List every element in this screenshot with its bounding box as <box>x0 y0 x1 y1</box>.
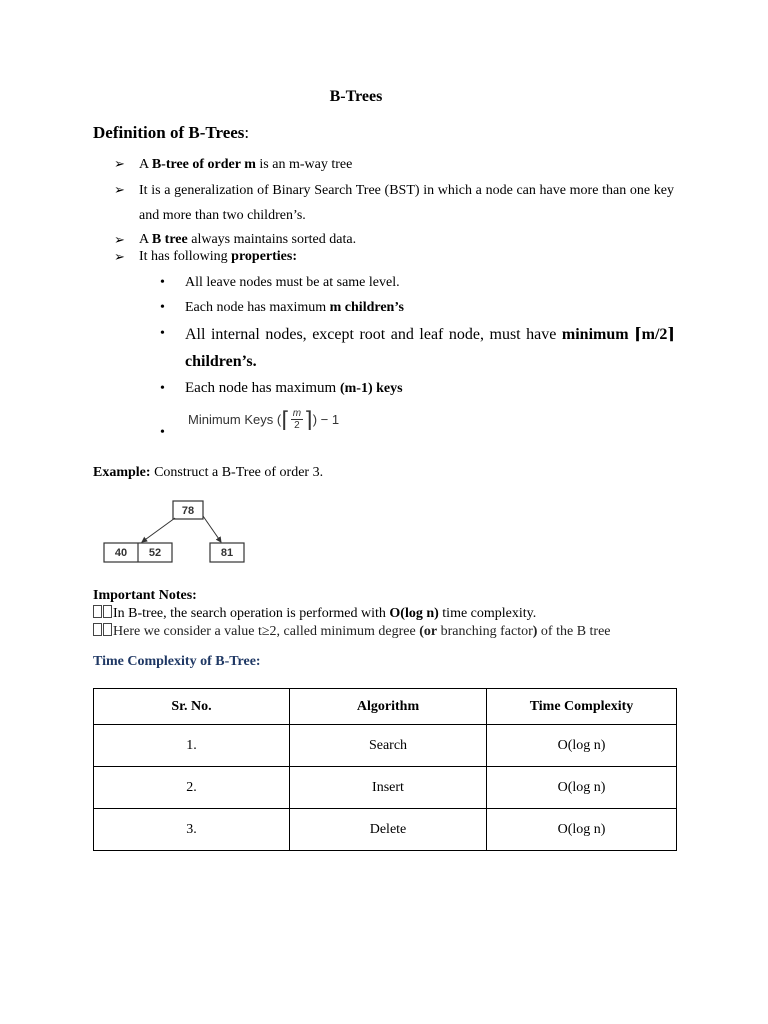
dot-bullet-icon: • <box>160 326 165 341</box>
property-leaf-level: All leave nodes must be at same level. <box>185 275 400 290</box>
property-max-children <box>185 300 404 316</box>
definition-heading <box>93 123 249 143</box>
note-search <box>93 605 536 622</box>
table-header-row <box>94 689 677 725</box>
header-sr-no: Sr. No. <box>94 689 290 725</box>
note-bold: ) <box>532 624 538 639</box>
root-key: 78 <box>181 505 195 517</box>
missing-glyph-icon <box>93 623 102 636</box>
complexity-heading: Time Complexity of B-Tree: <box>93 654 261 669</box>
property-min-children <box>185 321 675 375</box>
dot-bullet-icon: • <box>160 300 165 315</box>
note-text: In B-tree, the search operation is performed with <box>113 606 390 621</box>
property-text: Each node has maximum <box>185 380 340 396</box>
complexity-table <box>93 688 677 851</box>
left-edge <box>142 518 175 542</box>
bullet-sorted-data <box>139 232 356 248</box>
header-algorithm: Algorithm <box>290 689 487 725</box>
bullet-text: A <box>139 232 152 247</box>
cell-sr-no: 1. <box>94 725 290 767</box>
definition-heading-colon: : <box>244 123 250 142</box>
property-text: Each node has maximum <box>185 300 330 315</box>
arrow-bullet-icon: ➢ <box>114 233 125 248</box>
bullet-text: always maintains sorted data. <box>187 232 357 247</box>
property-bold: (m-1) keys <box>339 381 403 396</box>
arrow-bullet-icon: ➢ <box>114 183 125 198</box>
note-text: of the B tree <box>537 624 611 639</box>
cell-complexity: O(log n) <box>487 725 677 767</box>
note-text: branching factor <box>437 624 533 639</box>
formula-label: Minimum Keys ( <box>188 412 282 427</box>
right-edge <box>203 516 221 542</box>
formula-fraction <box>291 408 303 431</box>
arrow-bullet-icon: ➢ <box>114 250 125 265</box>
note-text: time complexity. <box>438 606 537 621</box>
property-text: All internal nodes, except root and leaf node, must have <box>185 326 562 343</box>
right-key: 81 <box>220 547 234 559</box>
note-text: Here we consider a value t≥2, called minimum degree <box>113 624 420 639</box>
cell-sr-no: 2. <box>94 767 290 809</box>
ceil-left: ⌈ <box>281 406 290 432</box>
ceil-right: ⌉ <box>304 406 313 432</box>
formula-numerator: m <box>292 408 302 419</box>
bullet-properties <box>139 249 297 265</box>
formula-tail: ) − 1 <box>312 412 340 427</box>
bullet-bold: B-tree of order m <box>151 157 256 172</box>
bullet-bold: B tree <box>151 232 188 247</box>
table-row <box>94 725 677 767</box>
dot-bullet-icon: • <box>160 275 165 290</box>
cell-complexity: O(log n) <box>487 809 677 851</box>
table-row <box>94 767 677 809</box>
left-key-2: 52 <box>148 547 162 559</box>
table-row <box>94 809 677 851</box>
property-bold: minimum ⌈m/2⌉ children’s. <box>185 326 675 370</box>
btree-diagram <box>100 498 260 568</box>
cell-complexity: O(log n) <box>487 767 677 809</box>
property-max-keys <box>185 380 403 397</box>
example-text: Construct a B-Tree of order 3. <box>150 465 324 480</box>
arrow-bullet-icon: ➢ <box>114 157 125 172</box>
dot-bullet-icon: • <box>160 425 165 440</box>
bullet-btree-order <box>139 157 352 173</box>
dot-bullet-icon: • <box>160 381 165 396</box>
missing-glyph-icon <box>103 605 112 618</box>
cell-algorithm: Search <box>290 725 487 767</box>
property-bold: m children’s <box>329 300 404 315</box>
header-time-complexity: Time Complexity <box>487 689 677 725</box>
example-line <box>93 465 323 481</box>
min-keys-formula <box>188 408 339 431</box>
bullet-text: A <box>139 157 152 172</box>
bullet-bold: properties: <box>231 249 297 264</box>
bullet-text: It has following <box>139 249 232 264</box>
cell-sr-no: 3. <box>94 809 290 851</box>
missing-glyph-icon <box>103 623 112 636</box>
left-key-1: 40 <box>114 547 128 559</box>
bullet-generalization: It is a generalization of Binary Search Tree (BST) in which a node can have more than one key and more than two children’s. <box>139 183 674 223</box>
notes-heading: Important Notes: <box>93 588 197 603</box>
missing-glyph-icon <box>93 605 102 618</box>
formula-denominator: 2 <box>294 420 300 431</box>
cell-algorithm: Insert <box>290 767 487 809</box>
note-bold: (or <box>419 624 438 639</box>
example-label: Example: <box>93 465 151 480</box>
note-min-degree <box>93 623 611 640</box>
cell-algorithm: Delete <box>290 809 487 851</box>
definition-heading-text: Definition of B-Trees <box>93 123 245 142</box>
page-title: B-Trees <box>329 88 383 105</box>
bullet-text: is an m-way tree <box>255 157 353 172</box>
note-bold: O(log n) <box>389 606 439 621</box>
